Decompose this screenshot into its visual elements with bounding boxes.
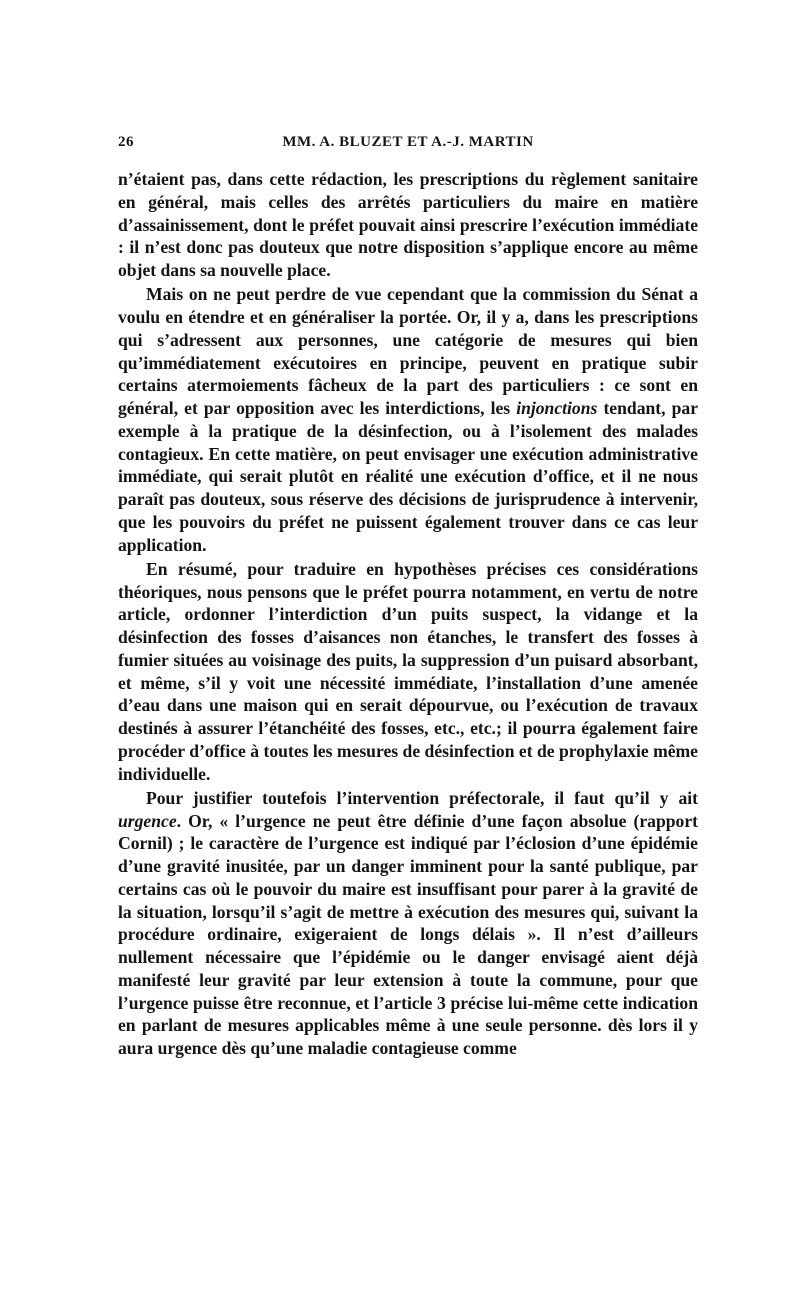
emphasis-injonctions: injonctions xyxy=(516,398,598,418)
page-number: 26 xyxy=(118,134,134,150)
page-header xyxy=(118,134,698,156)
body-text xyxy=(118,168,698,1061)
paragraph-4 xyxy=(118,787,698,1060)
paragraph-1: n’étaient pas, dans cette rédaction, les prescriptions du règlement sanitaire en général, mais celles des arrêtés particuliers du maire en matière d’assainissement, dont le préfet pouvait ainsi prescrire l’exécution immédiate : il n’est donc pas douteux que notre disposition s’applique encore au même objet dans sa nouvelle place. xyxy=(118,169,698,280)
paragraph-2-part-2: tendant, par exemple à la pratique de la désinfection, ou à l’isolement des malades contagieux. En cette matière, on peut envisager une exécution administrative immédiate, qui serait plutôt en réalité une exécution d’office, et il ne nous paraît pas douteux, sous réserve des décisions de jurisprudence à intervenir, que les pouvoirs du préfet ne puissent également trouver dans ce cas leur application. xyxy=(118,398,698,555)
paragraph-2 xyxy=(118,283,698,556)
running-head: MM. A. BLUZET ET A.-J. MARTIN xyxy=(282,134,534,150)
paragraph-4-part-2: . Or, « l’urgence ne peut être définie d’une façon absolue (rapport Cornil) ; le caractère de l’urgence est indiqué par l’éclosion d’une épidémie d’une gravité inusitée, par un danger imminent pour la santé publique, par certains cas où le pouvoir du maire est insuffisant pour parer à la gravité de la situation, lorsqu’il s’agit de mettre à exécution des mesures qui, suivant la procédure ordinaire, exigeraient de longs délais ». Il n’est d’ailleurs nullement nécessaire que l’épidémie ou le danger envisagé aient déjà manifesté leur gravité par leur extension à toute la commune, pour que l’urgence puisse être reconnue, et l’article 3 précise lui-même cette indication en parlant de mesures applicables même à une seule personne. dès lors il y aura urgence dès qu’une maladie contagieuse comme xyxy=(118,810,698,1058)
paragraph-4-part-1: Pour justifier toutefois l’intervention préfectorale, il faut qu’il y ait xyxy=(146,787,698,808)
paragraph-2-part-1: Mais on ne peut perdre de vue cependant que la commission du Sénat a voulu en étendre et en généraliser la portée. Or, il y a, dans les prescriptions qui s’adressent aux personnes, une catégorie de mesures qui bien qu’immédiatement exécutoires en principe, peuvent en pratique subir certains atermoiements fâcheux de la part des particuliers : ce sont en général, et par opposition avec les interdictions, les xyxy=(118,284,698,418)
paragraph-3: En résumé, pour traduire en hypothèses précises ces considérations théoriques, nous pensons que le préfet pourra notamment, en vertu de notre article, ordonner l’interdiction d’un puits suspect, la vidange et la désinfection des fosses d’aisances non étanches, le transfert des fosses à fumier situées au voisinage des puits, la suppression d’un puisard absorbant, et même, s’il y voit une nécessité immédiate, l’installation d’une amenée d’eau dans une maison qui en serait dépourvue, ou l’exécution de travaux destinés à assurer l’étanchéité des fosses, etc., etc.; il pourra également faire procéder d’office à toutes les mesures de désinfection et de prophylaxie même individuelle. xyxy=(118,558,698,784)
emphasis-urgence: urgence xyxy=(118,810,177,831)
